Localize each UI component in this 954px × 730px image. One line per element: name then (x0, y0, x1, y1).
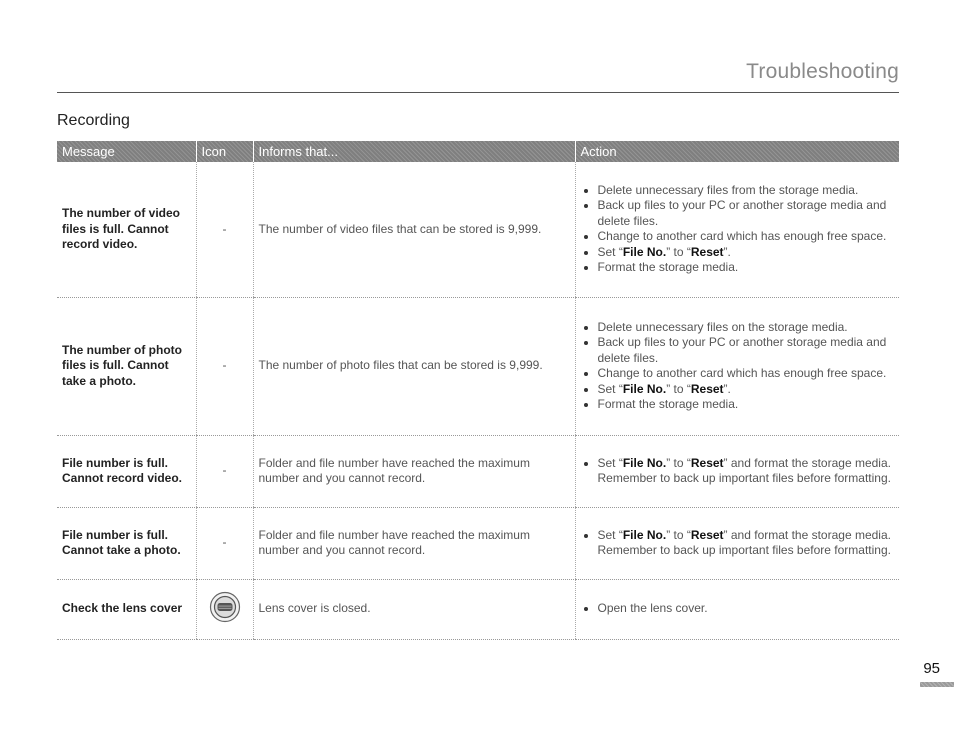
message-cell: Check the lens cover (57, 579, 196, 639)
table-row (57, 435, 899, 507)
action-item (598, 382, 895, 398)
action-cell (575, 435, 899, 507)
action-text: ” and format the storage media. Remember to back up important files before formatting. (597, 527, 891, 557)
column-header-action: Action (575, 141, 899, 162)
action-list (581, 528, 895, 559)
page-number-bar (920, 682, 954, 687)
file-no-label: File No. (622, 527, 667, 542)
reset-label: Reset (690, 381, 724, 396)
action-list (581, 320, 895, 413)
column-header-informs: Informs that... (253, 141, 575, 162)
informs-cell: Lens cover is closed. (253, 579, 575, 639)
action-text: ”. (723, 244, 731, 259)
message-cell: The number of photo files is full. Cannot take a photo. (57, 297, 196, 435)
action-cell (575, 297, 899, 435)
icon-cell: - (196, 162, 253, 297)
informs-cell: The number of video files that can be stored is 9,999. (253, 162, 575, 297)
column-header-icon: Icon (196, 141, 253, 162)
table-row (57, 162, 899, 297)
action-cell (575, 507, 899, 579)
file-no-label: File No. (622, 244, 667, 259)
action-text: ” and format the storage media. Remember to back up important files before formatting. (597, 455, 891, 485)
action-item: • Format the storage media. (598, 397, 895, 413)
page-title: Troubleshooting (746, 60, 899, 83)
lens-cover-icon (209, 591, 241, 628)
informs-cell: The number of photo files that can be stored is 9,999. (253, 297, 575, 435)
troubleshooting-table (57, 141, 899, 640)
action-cell (575, 579, 899, 639)
icon-cell: - (196, 435, 253, 507)
action-text: ”. (723, 381, 731, 396)
action-item: • Format the storage media. (598, 260, 895, 276)
action-item: • Open the lens cover. (598, 601, 895, 617)
action-item: • Change to another card which has enough free space. (598, 366, 895, 382)
reset-label: Reset (690, 244, 724, 259)
action-list (581, 456, 895, 487)
file-no-label: File No. (622, 381, 667, 396)
informs-cell: Folder and file number have reached the maximum number and you cannot record. (253, 507, 575, 579)
icon-cell (196, 579, 253, 639)
action-item: • Change to another card which has enough free space. (598, 229, 895, 245)
reset-label: Reset (690, 455, 724, 470)
action-item (598, 245, 895, 261)
icon-cell: - (196, 507, 253, 579)
message-cell: The number of video files is full. Cannot record video. (57, 162, 196, 297)
action-text: ” to “ (666, 244, 691, 259)
action-text: ” to “ (666, 527, 691, 542)
action-text: Set “ (597, 244, 623, 259)
action-item: • Delete unnecessary files from the storage media. (598, 183, 895, 199)
column-header-message: Message (57, 141, 196, 162)
table-row (57, 579, 899, 639)
action-cell (575, 162, 899, 297)
file-no-label: File No. (622, 455, 667, 470)
action-item (598, 456, 895, 487)
action-item: • Delete unnecessary files on the storage media. (598, 320, 895, 336)
action-item: • Back up files to your PC or another storage media and delete files. (598, 198, 895, 229)
informs-cell: Folder and file number have reached the maximum number and you cannot record. (253, 435, 575, 507)
action-text: Set “ (597, 527, 623, 542)
message-cell: File number is full. Cannot take a photo. (57, 507, 196, 579)
section-title: Recording (57, 112, 130, 129)
action-text: Set “ (597, 381, 623, 396)
message-cell: File number is full. Cannot record video. (57, 435, 196, 507)
action-list (581, 183, 895, 276)
action-list (581, 601, 895, 617)
page-number: 95 (923, 660, 940, 677)
table-header-row (57, 141, 899, 162)
reset-label: Reset (690, 527, 724, 542)
table-row (57, 297, 899, 435)
action-item: • Back up files to your PC or another storage media and delete files. (598, 335, 895, 366)
table-row (57, 507, 899, 579)
action-text: Set “ (597, 455, 623, 470)
action-text: ” to “ (666, 381, 691, 396)
icon-cell: - (196, 297, 253, 435)
action-item (598, 528, 895, 559)
title-divider (57, 92, 899, 93)
action-text: ” to “ (666, 455, 691, 470)
